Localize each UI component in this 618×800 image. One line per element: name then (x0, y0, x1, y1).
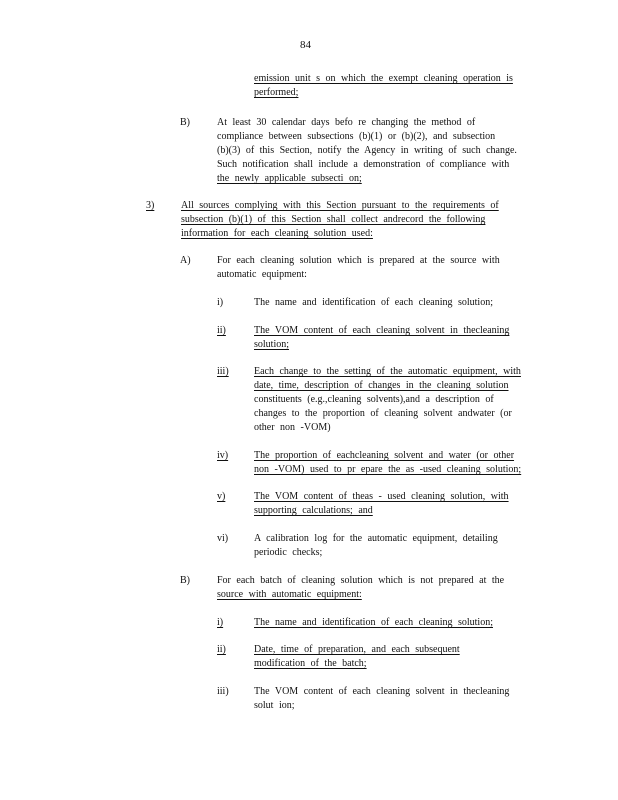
text-line: non -VOM) used to pr epare the as -used cleaning solution; (254, 464, 522, 475)
text-line: modification of the batch; (254, 658, 367, 669)
text-line: information for each cleaning solution used: (181, 228, 373, 239)
text-line: The VOM content of theas - used cleaning solution, with (254, 491, 509, 502)
text-line: For each cleaning solution which is prepared at the source with (217, 255, 500, 266)
text-line: (b)(3) of this Section, notify the Agency in writing of such change. (217, 145, 517, 156)
item-label-a: A) (180, 255, 191, 266)
paragraph-b-batch (217, 574, 504, 602)
text-line: emission unit s on which the exempt cleaning operation is (254, 73, 513, 84)
text-line: other non -VOM) (254, 422, 331, 433)
paragraph-a-ii (254, 324, 509, 352)
paragraph-a-iii (254, 365, 521, 435)
text-line: The VOM content of each cleaning solvent in thecleaning (254, 686, 510, 697)
item-label-a-ii: ii) (217, 325, 226, 336)
item-label-b-ii: ii) (217, 644, 226, 655)
text-line: The name and identification of each cleaning solution; (254, 617, 493, 628)
item-label-a-iii: iii) (217, 366, 229, 377)
text-line: periodic checks; (254, 547, 323, 558)
text-line: compliance between subsections (b)(1) or (b)(2), and subsection (217, 131, 496, 142)
item-label-b-iii: iii) (217, 686, 229, 697)
text-line: solution; (254, 339, 290, 350)
page-number: 84 (300, 39, 311, 51)
paragraph-b-ii (254, 643, 460, 671)
paragraph-b-iii (254, 685, 509, 713)
text-line: automatic equipment: (217, 269, 307, 280)
text-line: Such notification shall include a demonstration of compliance with (217, 159, 510, 170)
text-line: supporting calculations; and (254, 505, 373, 516)
paragraph-3 (181, 199, 499, 241)
item-label-b-i: i) (217, 617, 224, 628)
text-line: The name and identification of each cleaning solution; (254, 297, 493, 308)
text-line: The VOM content of each cleaning solvent in thecleaning (254, 325, 510, 336)
item-label-b-batch: B) (180, 575, 190, 586)
item-label-a-iv: iv) (217, 450, 229, 461)
item-label-a-i: i) (217, 297, 224, 308)
text-line: solut ion; (254, 700, 295, 711)
item-label-a-vi: vi) (217, 533, 229, 544)
text-line: The proportion of eachcleaning solvent and water (or other (254, 450, 515, 461)
text-line: source with automatic equipment: (217, 589, 362, 600)
text-line: changes to the proportion of cleaning solvent andwater (or (254, 408, 512, 419)
text-line: Date, time of preparation, and each subsequent (254, 644, 460, 655)
paragraph-a (217, 254, 500, 282)
text-line: the newly applicable subsecti on; (217, 173, 362, 184)
text-line: constituents (e.g.,cleaning solvents),and a description of (254, 394, 494, 405)
text-line: date, time, description of changes in the cleaning solution (254, 380, 509, 391)
text-line: For each batch of cleaning solution which is not prepared at the (217, 575, 505, 586)
paragraph-a-iv (254, 449, 521, 477)
item-label-a-v: v) (217, 491, 226, 502)
text-line: All sources complying with this Section pursuant to the requirements of (181, 200, 499, 211)
paragraph-a-v (254, 490, 509, 518)
paragraph-b (217, 116, 517, 186)
item-label-3: 3) (146, 200, 155, 211)
paragraph-a-vi (254, 532, 498, 560)
paragraph-a-i (254, 296, 493, 310)
text-line: subsection (b)(1) of this Section shall collect andrecord the following (181, 214, 486, 225)
text-line: performed; (254, 87, 299, 98)
continued-paragraph (254, 72, 513, 100)
paragraph-b-i (254, 616, 493, 630)
text-line: At least 30 calendar days befo re changing the method of (217, 117, 476, 128)
text-line: A calibration log for the automatic equipment, detailing (254, 533, 498, 544)
text-line: Each change to the setting of the automatic equipment, with (254, 366, 521, 377)
item-label-b: B) (180, 117, 190, 128)
